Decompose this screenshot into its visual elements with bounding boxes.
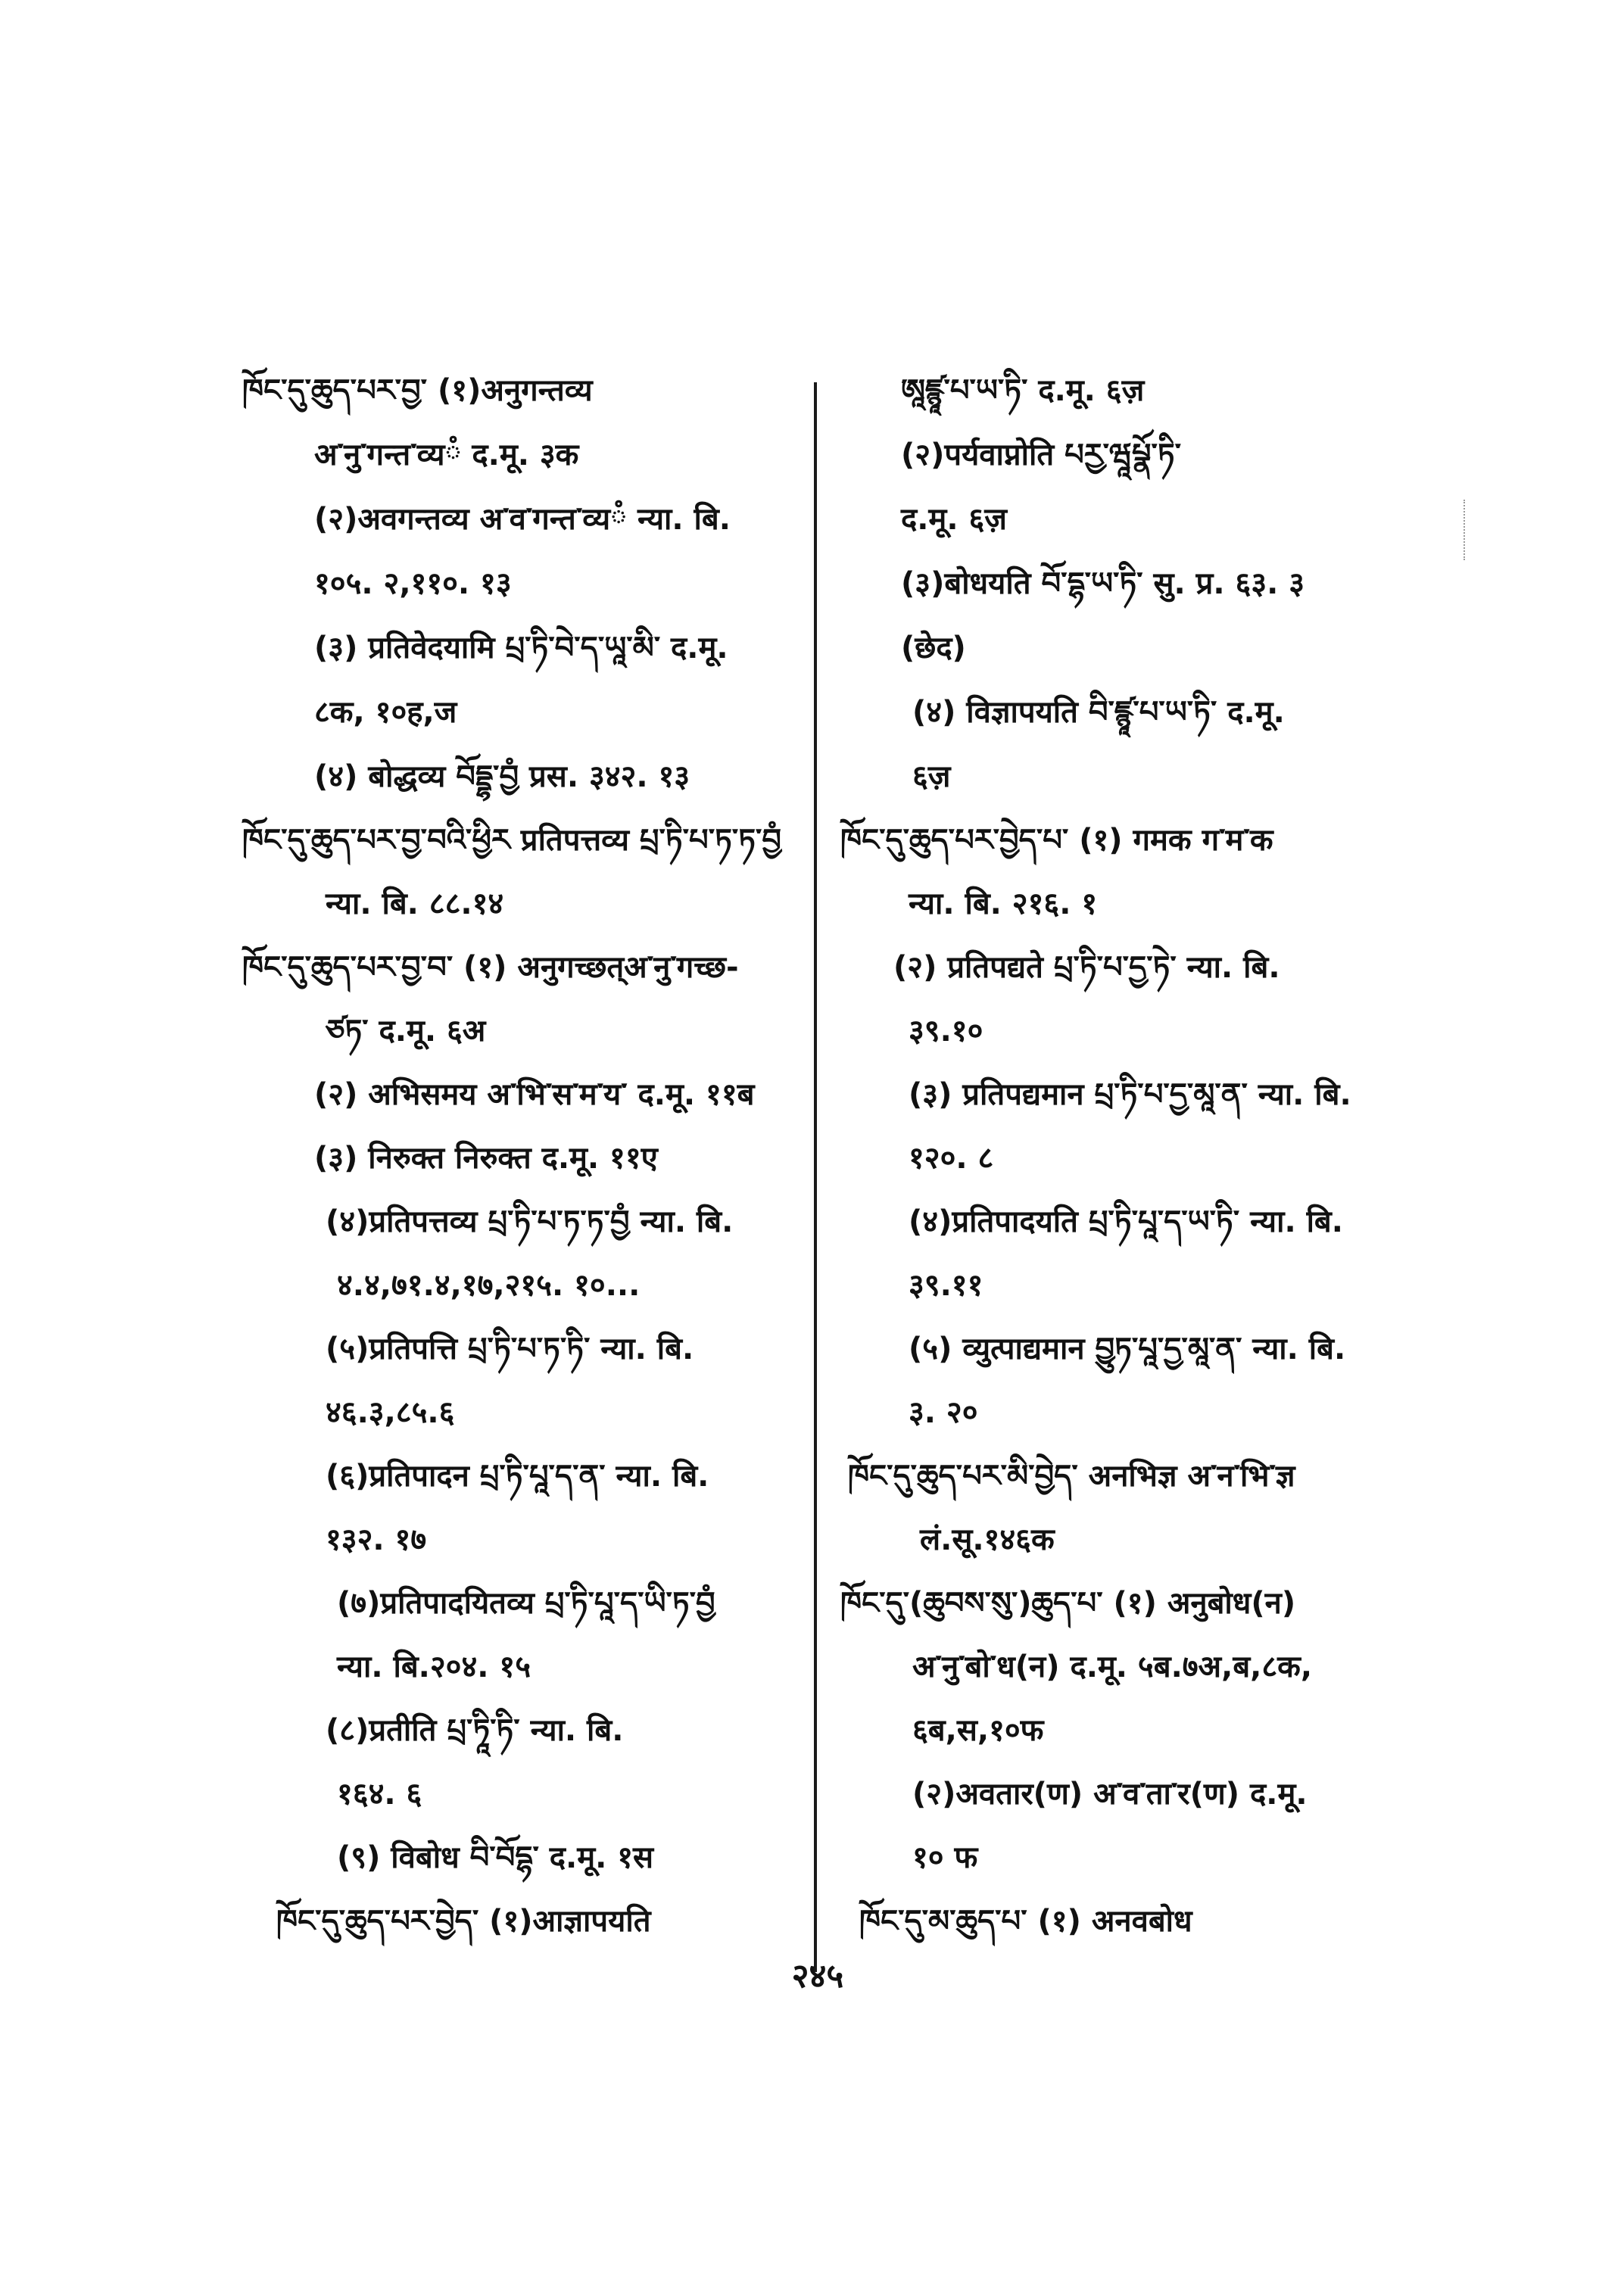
left-line-5: (३) प्रतिवेदयामि པྲ་ཏི་བེ་ད་ཡཱ་མི་ द.मू. <box>314 631 728 665</box>
left-line-17: ४६.३,८५.६ <box>326 1395 455 1430</box>
column-divider <box>814 382 817 1972</box>
left-line-8: ཁོང་དུ་ཆུད་པར་བྱ་བའི་ཕྱིར प्रतिपत्तव्य པྲ་ཏི་པ་ཏ་ཏ་བྱཾ <box>242 823 781 858</box>
left-line-18: (६)प्रतिपादन པྲ་ཏི་པཱ་ད་ན་ न्या. बि. <box>326 1459 709 1494</box>
right-line-2: (२)पर्यवाप्नोति པརྱ་ཝཱཔྣོ་ཏི་ <box>901 438 1182 472</box>
left-line-16: (५)प्रतिपत्ति པྲ་ཏི་པ་ཏ་ཏི་ न्या. बि. <box>326 1332 694 1366</box>
right-line-15: ३९.११ <box>909 1268 983 1303</box>
left-line-7: (४) बोद्धव्य བོདྡྷ་བྱཾ प्रस. ३४२. १३ <box>314 759 690 794</box>
left-line-23: १६४. ६ <box>337 1777 422 1812</box>
left-line-22: (८)प्रतीति པྲ་ཏཱི་ཏི་ न्या. बि. <box>326 1713 624 1748</box>
left-line-10: ཁོང་དུ་ཆུད་པར་བྱ་བ་ (१) अनुगच्छत्अ་नु་गच्छ- <box>242 950 739 985</box>
right-line-9: न्या. बि. २१६. १ <box>909 886 1098 921</box>
right-line-13: १२०. ८ <box>909 1141 994 1176</box>
left-line-14: (४)प्रतिपत्तव्य པྲ་ཏི་པ་ཏ་ཏ་བྱཾ न्या. बि. <box>326 1204 734 1239</box>
left-line-1: ཁོང་དུ་ཆུད་པར་བྱ་ (१)अनुगन्तव्य <box>242 373 593 408</box>
left-line-2: अ་नु་गन्त་व्यཾ द.मू. ३क <box>314 438 579 472</box>
right-line-4: (३)बोधयति བོ་དྷ་ཡ་ཏི་ सु. प्र. ६३. ३ <box>901 566 1305 601</box>
right-line-20: ཁོང་དུ་(ཆུབས་སུ་)ཆུད་པ་ (१) अनुबोध(न) <box>840 1586 1296 1621</box>
right-line-19: लं.सू.१४६क <box>920 1522 1055 1557</box>
left-line-9: न्या. बि. ८८.१४ <box>326 886 504 921</box>
left-line-19: १३२. १७ <box>326 1522 427 1557</box>
right-line-18: ཁོང་དུ་ཆུད་པར་མི་བྱེད་ अनभिज्ञ अ་न་भि་ज्ञ <box>848 1459 1295 1494</box>
margin-dots <box>1463 500 1467 560</box>
right-line-8: ཁོང་དུ་ཆུད་པར་བྱེད་པ་ (१) गमक ग་म་क <box>840 823 1273 858</box>
left-line-24: (९) विबोध བི་བོདྷ་ द.मू. १स <box>337 1840 654 1875</box>
left-line-6: ८क, १०ह,ज <box>314 695 457 730</box>
right-line-6: (४) विज्ञापयति བི་ཛྙཱ་པ་ཡ་ཏི་ द.मू. <box>912 695 1285 730</box>
right-line-17: ३. २० <box>909 1395 978 1430</box>
right-line-10: (२) प्रतिपद्यते པྲ་ཏི་པ་དྱ་ཏེ་ न्या. बि. <box>893 950 1280 985</box>
left-line-3: (२)अवगन्तव्य अ་व་गन्त་व्यཾ न्या. बि. <box>314 502 731 537</box>
left-line-13: (३) निरुक्त निरुक्त द.मू. ११ए <box>314 1141 658 1176</box>
left-line-12: (२) अभिसमय अ་भि་स་म་य་ द.मू. ११ब <box>314 1077 755 1112</box>
right-line-12: (३) प्रतिपद्यमान པྲ་ཏི་པ་དྱ་མཱ་ན་ न्या. बि. <box>909 1077 1351 1112</box>
left-line-21: न्या. बि.२०४. १५ <box>337 1650 531 1684</box>
right-line-22: ६ब,स,१०फ <box>912 1713 1044 1748</box>
left-line-4: १०५. २,११०. १३ <box>314 566 512 601</box>
right-line-14: (४)प्रतिपादयति པྲ་ཏི་པཱ་ད་ཡ་ཏི་ न्या. बि. <box>909 1204 1343 1239</box>
right-line-16: (५) व्युत्पाद्यमान བྱུཏ་པཱ་དྱ་མཱ་ན་ न्या. बि. <box>909 1332 1346 1366</box>
right-line-7: ६ज़ <box>912 759 951 794</box>
left-line-15: ४.४,७१.४,१७,२१५. १०... <box>337 1268 641 1303</box>
right-line-5: (छेद) <box>901 631 966 665</box>
right-line-23: (२)अवतार(ण) अ་व་ता་र(ण) द.मू. <box>912 1777 1308 1812</box>
right-line-3: द.मू. ६ज़ <box>901 502 1007 537</box>
right-line-1: ཨཱཛྙཱ་པ་ཡ་ཏི་ द.मू. ६ज़ <box>901 373 1145 408</box>
left-line-20: (७)प्रतिपादयितव्य པྲ་ཏི་པཱ་ད་ཡི་ཏ་བྱཾ <box>337 1586 715 1621</box>
left-line-25: ཁོང་དུ་ཆུད་པར་བྱེད་ (१)आज्ञापयति <box>276 1904 651 1939</box>
right-line-11: ३९.१० <box>909 1014 983 1048</box>
right-line-24: १० फ <box>912 1840 978 1875</box>
left-line-11: ཙཏ་ द.मू. ६अ <box>326 1014 486 1048</box>
right-line-21: अ་नु་बो་ध(न) द.मू. ५ब.७अ,ब,८क, <box>912 1650 1313 1684</box>
right-line-25: ཁོང་དུ་མ་ཆུད་པ་ (१) अनवबोध <box>859 1904 1192 1939</box>
page-number: २४५ <box>791 1957 844 1995</box>
